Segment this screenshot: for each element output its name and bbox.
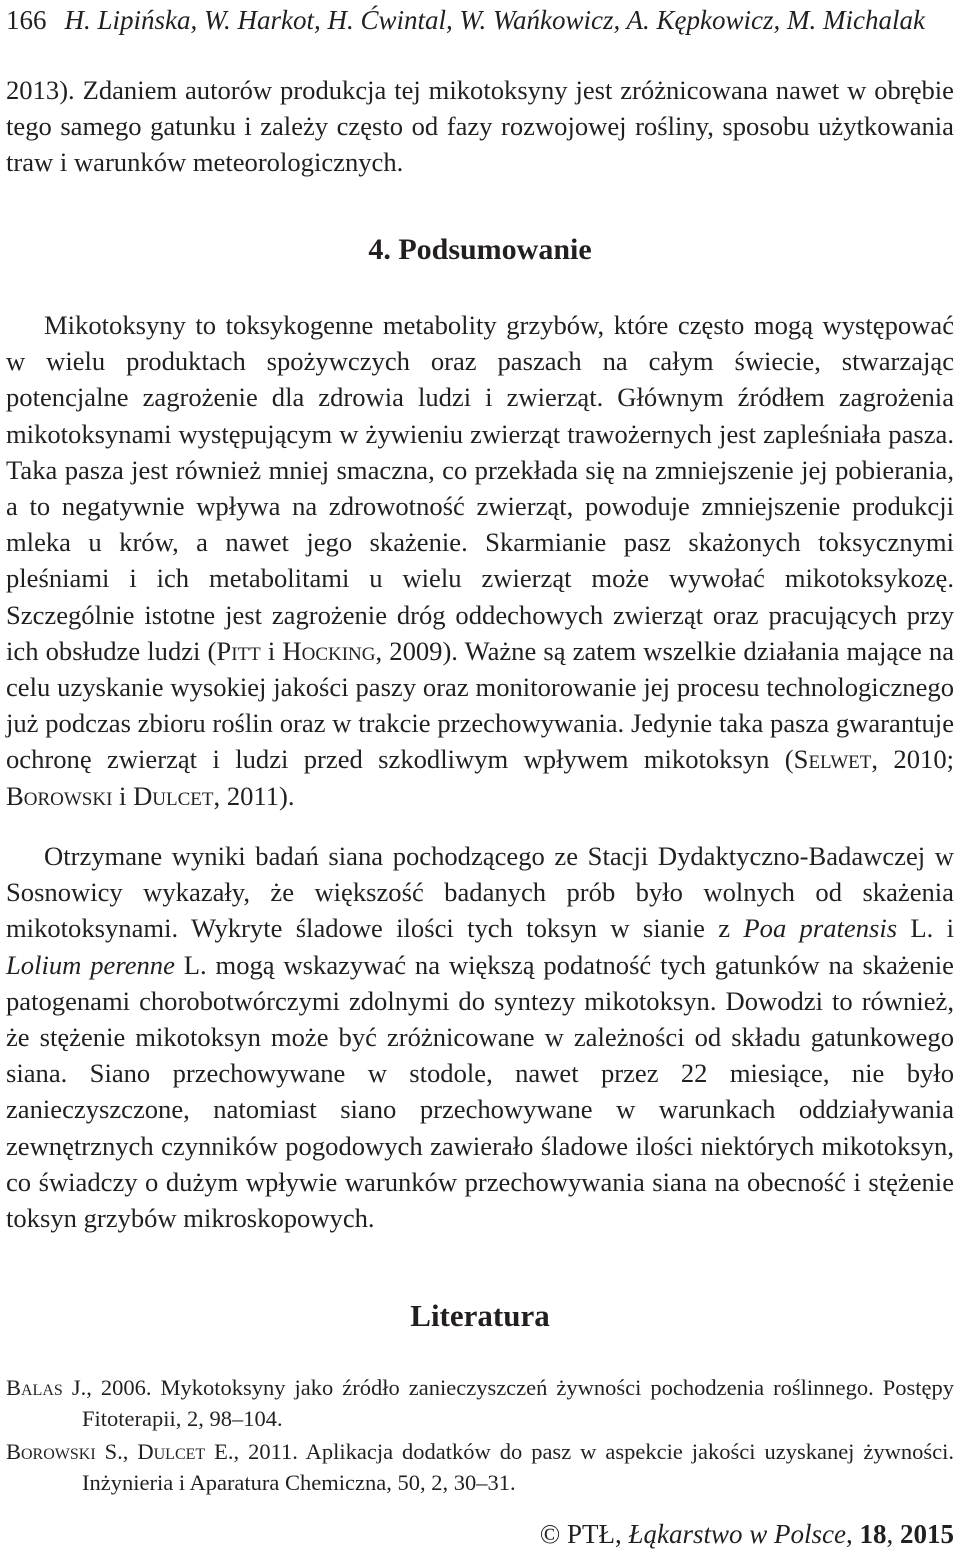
reference-text: S., [95, 1439, 138, 1464]
reference-author: Borowski [6, 1439, 96, 1464]
header-authors: H. Lipińska, W. Harkot, H. Ćwintal, W. Wańkowicz, A. Kępkowicz, M. Michalak [64, 5, 925, 35]
reference-item [6, 1436, 954, 1498]
text-run: Mikotoksyny to toksykogenne metabolity grzybów, które często mogą występować w wielu produktach spożywczych oraz paszach na całym świecie, stwarzając potencjalne zagrożenie dla zdrowia ludzi i zwierząt. Głównym źródłem zagrożenia mikotoksynami występującym w żywieniu zwierząt trawożernych jest zapleśniała pasza. Taka pasza jest również mniej smaczna, co przekłada się na zmniejszenie jej pobierania, a to negatywnie wpływa na zdrowotność zwierząt, powoduje zmniejszenie produkcji mleka u krów, a nawet jego skażenie. Skarmianie pasz skażonych toksycznymi pleśniami i ich metabolitami u wielu zwierząt może wywołać mikotoksykozę. Szczególnie istotne jest zagrożenie dróg oddechowych zwierząt oraz pracujących przy ich obsłudze ludzi ( [6, 310, 954, 666]
summary-paragraph-2 [6, 838, 954, 1236]
reference-list [6, 1372, 954, 1500]
running-header [6, 4, 954, 36]
text-run: , 2010; [871, 744, 955, 775]
page-footer [540, 1518, 954, 1550]
footer-separator: , [886, 1519, 900, 1549]
text-run: , 2011). [213, 780, 295, 811]
text-run: L. i [897, 913, 954, 944]
summary-paragraph-2-text [6, 838, 954, 1236]
text-run: , 2009). Ważne są zatem wszelkie działania mające na celu uzyskanie wysokiej jakości paszy oraz monitorowanie jej procesu technologicznego już podczas zbioru roślin oraz w trakcie przechowywania. Jedynie taka pasza gwarantuje ochronę zwierząt i ludzi przed szkodliwym wpływem mikotoksyn ( [6, 635, 955, 775]
reference-item [6, 1372, 954, 1434]
citation-author: Borowski [6, 780, 113, 811]
footer-copyright: © PTŁ, [539, 1519, 629, 1549]
footer-volume: 18 [859, 1519, 887, 1549]
reference-text: E., 2011. Aplikacja dodatków do pasz w aspekcie jakości uzyskanej żywności. Inżynieria i Aparatura Chemiczna, 50, 2, 30–31. [82, 1439, 955, 1495]
footer-year: 2015 [900, 1519, 954, 1549]
continuation-text: 2013). Zdaniem autorów produkcja tej mikotoksyny jest zróżnicowana nawet w obrębie tego samego gatunku i zależy często od fazy rozwojowej rośliny, sposobu użytkowania traw i warunków meteorologicznych. [6, 75, 954, 178]
summary-paragraph-1 [6, 307, 954, 814]
reference-author: Dulcet [137, 1439, 206, 1464]
text-run: Otrzymane wyniki badań siana pochodzącego ze Stacji Dydaktyczno-Badawczej w Sosnowicy wykazały, że większość badanych prób było wolnych od skażenia mikotoksynami. Wykryte śladowe ilości tych toksyn w sianie z [6, 841, 954, 944]
text-run: i [260, 635, 283, 666]
summary-paragraph-1-text [6, 307, 954, 814]
footer-journal: Łąkarstwo w Polsce [628, 1519, 846, 1549]
literature-heading: Literatura [410, 1298, 550, 1333]
species-name: Poa pratensis [743, 913, 898, 944]
continuation-paragraph [6, 72, 954, 181]
citation-author: Pitt [216, 635, 261, 666]
footer-separator: , [846, 1519, 860, 1549]
section-heading-summary: 4. Podsumowanie [368, 233, 592, 266]
page-number: 166 [6, 5, 47, 35]
text-run: i [112, 780, 134, 811]
text-run: L. mogą wskazywać na większą podatność tych gatunków na skażenie patogenami chorobotwórczymi zdolnymi do syntezy mikotoksyn. Dowodzi to również, że stężenie mikotoksyn może być zróżnicowane w zależności od składu gatunkowego siana. Siano przechowywane w stodole, nawet przez 22 miesiące, nie było zanieczyszczone, natomiast siano przechowywane w warunkach oddziaływania zewnętrznych czynników pogodowych zawierało śladowe ilości niektórych mikotoksyn, co świadczy o dużym wpływie warunków przechowywania siana na obecność i stężenie toksyn grzybów mikroskopowych. [6, 949, 954, 1234]
reference-text: J., 2006. Mykotoksyny jako źródło zanieczyszczeń żywności pochodzenia roślinnego. Postępy Fitoterapii, 2, 98–104. [62, 1375, 954, 1431]
citation-author: Hocking [282, 635, 376, 666]
species-name: Lolium perenne [6, 949, 175, 980]
citation-author: Selwet [793, 744, 872, 775]
citation-author: Dulcet [133, 780, 214, 811]
reference-author: Balas [6, 1375, 63, 1400]
